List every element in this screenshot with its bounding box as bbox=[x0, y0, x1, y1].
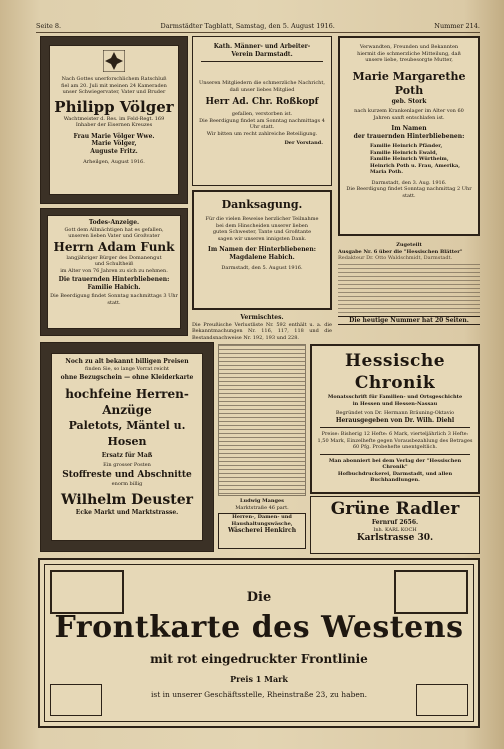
deuster-line-6: enorm billig bbox=[111, 480, 143, 487]
verlust-text: Die Preußische Verlustliste Nr. 592 enthält u. a. die Bekanntmachungen Nr. 116, 117, 118 und die Bestandsnachweise Nr. 192, 193 und 228. bbox=[192, 321, 332, 341]
verein-line-1: Unseren Mitgliedern die schmerzliche Nachricht, daß unser liebes Mitglied bbox=[199, 80, 325, 93]
page-header bbox=[36, 20, 480, 33]
poth-family-4: Heinrich Poth u. Frau, Amerika, bbox=[370, 162, 460, 169]
voelger-line-5: Inhaber der Eisernen Kreuzes bbox=[75, 122, 153, 128]
notice-danksagung bbox=[192, 190, 332, 310]
ad-deuster bbox=[40, 342, 214, 552]
banner-line-1: Die bbox=[246, 590, 272, 605]
zugeteilt-line-2: Redakteur Dr. Otto Waldschmidt, Darmstadt. bbox=[338, 255, 453, 261]
poth-line-4: nach kurzem Krankenlager im Alter von 60 bbox=[354, 108, 464, 114]
poth-line-7: der trauernden Hinterbliebenen: bbox=[353, 132, 465, 140]
deuster-big-2: Paletots, Mäntel u. Hosen bbox=[68, 418, 186, 448]
deuster-big-3: Stoffreste und Abschnitte bbox=[62, 469, 192, 480]
poth-family-3: Familie Heinrich Würtheim, bbox=[370, 156, 449, 162]
deuster-address: Ecke Markt und Marktstrasse. bbox=[75, 509, 179, 516]
dank-name: Magdalene Habich. bbox=[229, 253, 295, 261]
voelger-line-2: fiel am 20. Juli mit meinen 24 Kameraden bbox=[61, 82, 167, 89]
chronik-line-5: Preise: Bisherig 12 Hefte: 6 Mark, vierteljährlich 3 Hefte: bbox=[321, 431, 469, 437]
funk-name: Herrn Adam Funk bbox=[53, 239, 175, 254]
chronik-line-7: 60 Pfg. Probehefte unentgeltlich. bbox=[352, 444, 438, 450]
radler-phone: Fernruf 2656. bbox=[371, 519, 419, 526]
funk-line-4: und Schultheiß bbox=[94, 261, 134, 267]
henkirch-name: Wäscherei Henkirch bbox=[227, 527, 297, 534]
verein-name: Herr Ad. Chr. Roßkopf bbox=[205, 97, 319, 107]
verein-heading-2: Verein Darmstadt. bbox=[231, 50, 293, 58]
banner-line-3: ist in unserer Geschäftsstelle, Rheinstraße 23, zu haben. bbox=[150, 690, 368, 699]
verein-line-2: gefallen, verstorben ist. bbox=[231, 111, 293, 117]
poth-line-3: unsere liebe, treubesorgte Mutter, bbox=[365, 57, 453, 63]
poth-name: Marie Margarethe Poth bbox=[352, 69, 466, 97]
voelger-footer: Arheilgen, August 1916. bbox=[83, 159, 145, 165]
verein-line-4: Wir bitten um recht zahlreiche Beteiligung. bbox=[206, 130, 318, 137]
chronik-line-9: Hofbuchdruckerei, Darmstadt, und allen Buchhandlungen. bbox=[337, 470, 453, 483]
small-ads-column bbox=[218, 344, 306, 552]
funk-line-5: im Alter von 76 Jahren zu sich zu nehmen. bbox=[60, 267, 168, 274]
banner-title: Frontkarte des Westens bbox=[54, 610, 464, 645]
zugeteilt-text-block bbox=[338, 264, 480, 314]
page-number: Seite 8. bbox=[36, 22, 62, 30]
deuster-line-1: Noch zu alt bekannt billigen Preisen bbox=[65, 358, 189, 365]
funk-footer: Die Beerdigung findet Sonntag nachmittags 3 Uhr statt. bbox=[50, 293, 178, 306]
dank-line-3: guten Schwester, Tante und Großtante bbox=[212, 229, 312, 235]
small-ad-item-1: Ludwig Manges bbox=[240, 498, 284, 504]
radler-owner: Inh. KARL KOCH bbox=[373, 526, 417, 533]
verlust-heading: Vermischtes. bbox=[240, 314, 284, 321]
notice-verein bbox=[192, 36, 332, 186]
dank-footer: Darmstadt, den 5. August 1916. bbox=[221, 265, 303, 271]
chronik-line-1: Monatsschrift für Familien- und Ortsgeschichte bbox=[327, 394, 463, 400]
dank-heading: Danksagung. bbox=[221, 198, 303, 211]
poth-line-1: Verwandten, Freunden und Bekannten bbox=[359, 44, 459, 50]
banner-ornament-bottom-left bbox=[50, 684, 102, 716]
banner-price: Preis 1 Mark bbox=[230, 674, 288, 684]
poth-line-6: Im Namen bbox=[391, 125, 427, 132]
voelger-line-4: Wachtmeister d. Res. im Feld-Regt. 169 bbox=[63, 115, 165, 122]
chronik-line-8: Man abonniert bei dem Verlag der "Hessischen Chronik" bbox=[328, 457, 462, 470]
banner-line-2: mit rot eingedruckter Frontlinie bbox=[150, 652, 368, 666]
funk-heading: Todes-Anzeige. bbox=[88, 219, 140, 226]
ad-hessische-chronik bbox=[310, 344, 480, 494]
poth-family-5: Maria Poth. bbox=[370, 169, 403, 175]
radler-address: Karlstrasse 30. bbox=[356, 533, 434, 543]
verein-line-3: Die Beerdigung findet am Sonntag nachmittags 4 Uhr statt. bbox=[199, 117, 325, 130]
henkirch-heading: Herren-, Damen- und Haushaltungswäsche, bbox=[231, 514, 293, 527]
chronik-line-2: in Hessen und Hessen-Nassau bbox=[352, 400, 438, 407]
poth-family-1: Familie Heinrich Pfänder, bbox=[370, 143, 443, 149]
zugeteilt-line-1: Ausgabe Nr. 6 über die "Hessischen Blätter" bbox=[338, 248, 463, 255]
voelger-survivor-2: Marie Völger, bbox=[91, 140, 137, 147]
chronik-title: Hessische Chronik bbox=[344, 351, 446, 393]
issue-number: Nummer 214. bbox=[434, 22, 480, 30]
ad-gruene-radler bbox=[310, 496, 480, 554]
verein-heading-1: Kath. Männer- und Arbeiter- bbox=[213, 43, 311, 50]
poth-line-2: hiermit die schmerzliche Mitteilung, daß bbox=[357, 50, 461, 57]
chronik-line-3: Begründet von Dr. Hermann Bräuning-Oktavio bbox=[335, 410, 455, 416]
deuster-name: Wilhelm Deuster bbox=[60, 492, 194, 508]
funk-line-2: unseren lieben Vater und Großvater bbox=[68, 233, 160, 239]
obituary-funk bbox=[40, 208, 188, 336]
notice-verlustliste bbox=[192, 314, 332, 344]
notice-zugeteilt bbox=[338, 242, 480, 337]
zugeteilt-heading: Zugeteilt bbox=[396, 242, 422, 248]
dank-line-2: bei dem Hinscheiden unserer lieben bbox=[216, 222, 308, 229]
voelger-name: Philipp Völger bbox=[54, 97, 174, 116]
zugeteilt-footer: Die heutige Nummer hat 20 Seiten. bbox=[338, 316, 480, 326]
obituary-voelger bbox=[40, 36, 188, 204]
funk-line-6: Die trauernden Hinterbliebenen: bbox=[58, 276, 170, 283]
verein-signature: Der Vorstand. bbox=[284, 140, 323, 146]
poth-birthname: geb. Stork bbox=[391, 97, 427, 105]
deuster-line-5: Ein grosser Posten bbox=[103, 462, 151, 468]
voelger-line-3: unser Schwiegervater, Vater und Bruder bbox=[62, 89, 166, 95]
dank-line-5: Im Namen der Hinterbliebenen: bbox=[208, 246, 316, 253]
deuster-line-2: finden Sie, so lange Vorrat reicht bbox=[85, 365, 169, 372]
ad-frontkarte bbox=[38, 558, 480, 728]
chronik-line-4: Herausgegeben von Dr. Wilh. Diehl bbox=[335, 416, 455, 424]
voelger-line-1: Nach Gottes unerforschlichem Ratschluß bbox=[61, 76, 167, 82]
small-ads-text-block bbox=[218, 344, 306, 496]
poth-footer: Darmstadt, den 3. Aug. 1916. bbox=[371, 179, 447, 186]
small-ad-item-2: Marktstraße 46 part. bbox=[235, 504, 289, 511]
obituary-poth bbox=[338, 36, 480, 236]
dank-line-1: Für die vielen Beweise herzlicher Teilnahme bbox=[205, 216, 319, 222]
deuster-big-1: hochfeine Herren-Anzüge bbox=[65, 386, 189, 417]
chronik-line-6: 1,50 Mark, Einzelhefte gegen Vorausbezahlung des Betrages bbox=[317, 437, 473, 444]
voelger-survivor-3: Auguste Fritz. bbox=[90, 147, 138, 155]
poth-footer-2: Die Beerdigung findet Sonntag nachmittag 2 Uhr statt. bbox=[346, 186, 472, 199]
iron-cross-icon bbox=[50, 50, 178, 72]
banner-ornament-bottom-right bbox=[416, 684, 468, 716]
voelger-survivor-1: Frau Marie Völger Wwe. bbox=[73, 132, 155, 140]
dank-line-4: sagen wir unseren innigsten Dank. bbox=[217, 235, 307, 242]
deuster-line-3: ohne Bezugschein — ohne Kleiderkarte bbox=[60, 374, 194, 381]
paper-dateline: Darmstädter Tagblatt, Samstag, den 5. August 1916. bbox=[160, 22, 335, 30]
poth-family-2: Familie Heinrich Ewald, bbox=[370, 149, 438, 156]
deuster-line-4: Ersatz für Maß bbox=[101, 451, 153, 459]
poth-line-5: Jahren sanft entschlafen ist. bbox=[373, 114, 445, 121]
funk-line-7: Familie Habich. bbox=[87, 283, 141, 291]
funk-line-1: Gott dem Allmächtigen hat es gefallen, bbox=[64, 226, 164, 233]
ad-henkirch bbox=[218, 513, 306, 549]
radler-title: Grüne Radler bbox=[330, 499, 460, 519]
funk-line-3: langjähriger Bürger des Domanengut bbox=[66, 254, 162, 261]
